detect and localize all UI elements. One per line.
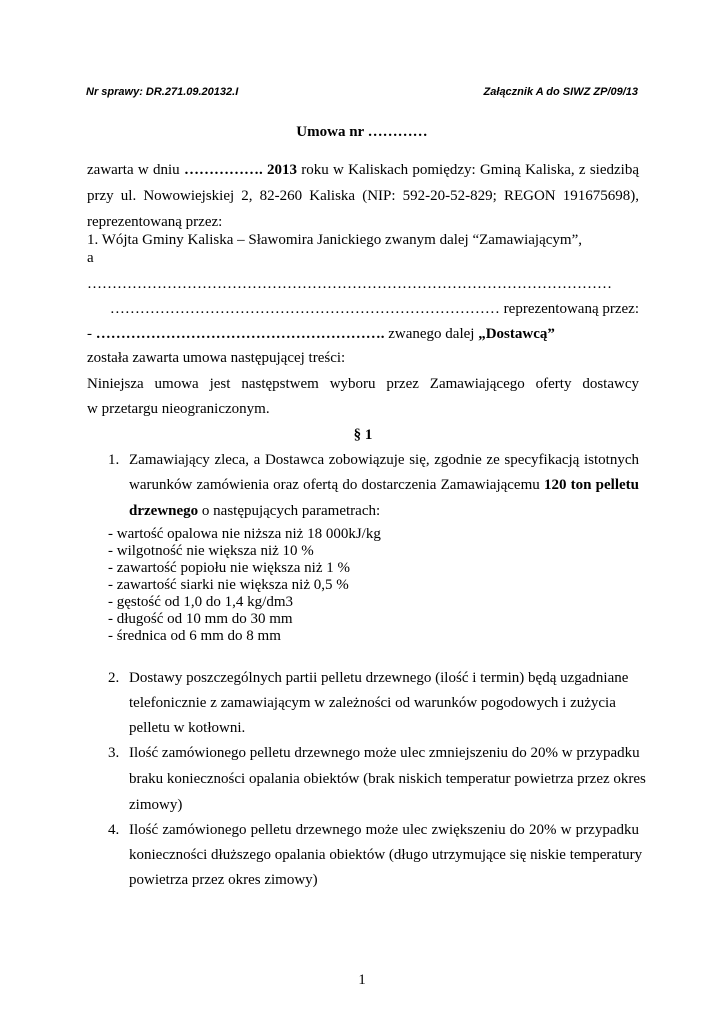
item-2-number: 2.	[108, 670, 120, 686]
item-4-line-3: powietrza przez okres zimowy)	[129, 872, 318, 888]
param-ash: - zawartość popiołu nie większa niż 1 %	[108, 560, 350, 576]
intro-line-10: Niniejsza umowa jest następstwem wyboru przez Zamawiającego oferty dostawcy	[87, 376, 639, 392]
param-diameter: - średnica od 6 mm do 8 mm	[108, 628, 281, 644]
param-density: - gęstość od 1,0 do 1,4 kg/dm3	[108, 594, 293, 610]
param-calorific: - wartość opalowa nie niższa niż 18 000kJ/kg	[108, 526, 381, 542]
param-sulfur: - zawartość siarki nie większa niż 0,5 %	[108, 577, 349, 593]
item-3-number: 3.	[108, 745, 120, 761]
contract-title: Umowa nr …………	[296, 124, 428, 140]
item-2-line-3: pelletu w kotłowni.	[129, 720, 246, 736]
item-2-line-1: Dostawy poszczególnych partii pelletu drzewnego (ilość i termin) będą uzgadniane	[129, 670, 629, 686]
intro-representative-line: …………………………………………………………………… reprezentowaną przez:	[109, 301, 639, 317]
intro-line-2: przy ul. Nowowiejskiej 2, 82-260 Kaliska (NIP: 592-20-52-829; REGON 191675698),	[87, 188, 639, 204]
intro-line-5: a	[87, 250, 94, 266]
item-2-line-2: telefonicznie z zamawiającym w zależności od warunków pogodowych i zużycia	[129, 695, 616, 711]
intro-line-9: została zawarta umowa następującej treści:	[87, 350, 346, 366]
item-4-line-1: Ilość zamówionego pelletu drzewnego może ulec zwiększeniu do 20% w przypadku	[129, 822, 639, 838]
item-4-number: 4.	[108, 822, 120, 838]
case-number: Nr sprawy: DR.271.09.20132.I	[86, 86, 239, 98]
item-3-line-3: zimowy)	[129, 797, 183, 813]
item-1-line-2: warunków zamówienia oraz ofertą do dostarczenia Zamawiającemu 120 ton pelletu	[129, 477, 639, 493]
attachment-label: Załącznik A do SIWZ ZP/09/13	[483, 86, 638, 98]
intro-line-11: w przetargu nieograniczonym.	[87, 401, 270, 417]
page-number: 1	[358, 972, 366, 988]
param-moisture: - wilgotność nie większa niż 10 %	[108, 543, 314, 559]
intro-line-4: 1. Wójta Gminy Kaliska – Sławomira Janickiego zwanym dalej “Zamawiającym”,	[87, 232, 582, 248]
param-length: - długość od 10 mm do 30 mm	[108, 611, 293, 627]
item-3-line-2: braku konieczności opalania obiektów (brak niskich temperatur powietrza przez okres	[129, 771, 646, 787]
item-4-line-2: konieczności dłuższego opalania obiektów (długo utrzymujące się niskie temperatury	[129, 847, 643, 863]
section-heading: § 1	[353, 427, 373, 443]
item-1-line-1: Zamawiający zleca, a Dostawca zobowiązuje się, zgodnie ze specyfikacją istotnych	[129, 452, 639, 468]
item-3-line-1: Ilość zamówionego pelletu drzewnego może ulec zmniejszeniu do 20% w przypadku	[129, 745, 640, 761]
item-1-line-3: drzewnego o następujących parametrach:	[129, 503, 381, 519]
intro-dots-line: ……………………………………………………………………………………………	[87, 276, 612, 292]
intro-supplier-line: - …………………………………………………. zwanego dalej „Dostawcą”	[87, 326, 555, 342]
intro-line-3: reprezentowaną przez:	[87, 214, 223, 230]
intro-line-1: zawarta w dniu ……………. 2013 roku w Kaliskach pomiędzy: Gminą Kaliska, z siedzibą	[87, 162, 639, 178]
item-1-number: 1.	[108, 452, 120, 468]
